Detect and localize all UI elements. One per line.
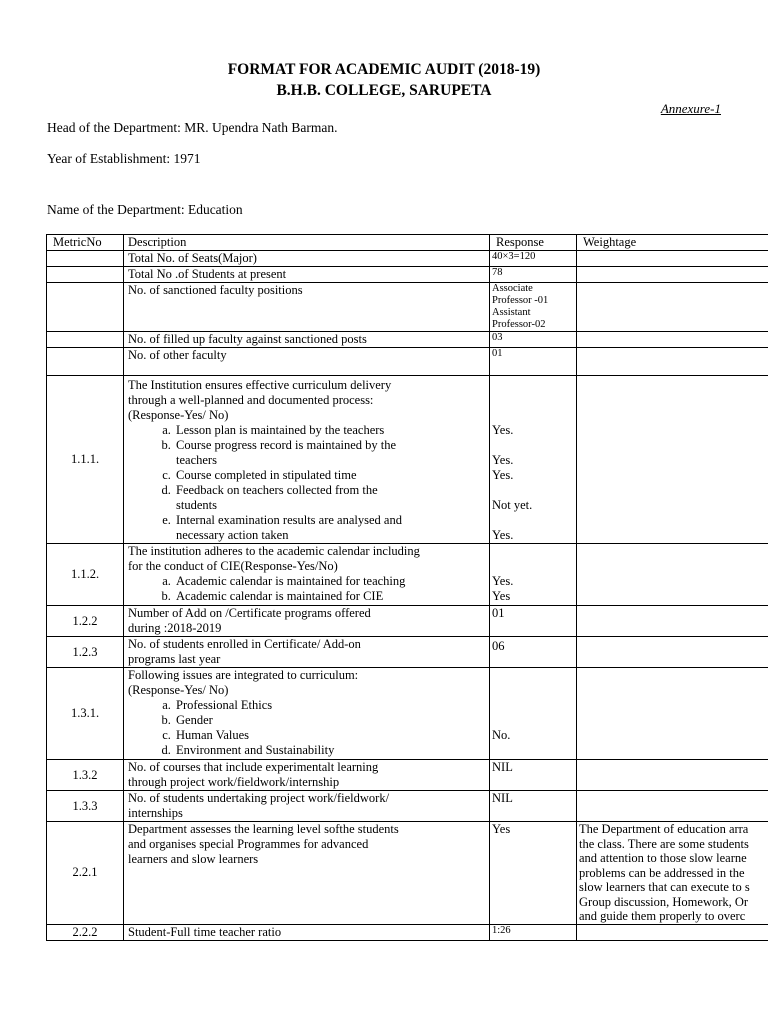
row-description: No. of students undertaking project work/fieldwork/ internships [124,791,490,822]
row-description: The Institution ensures effective curriculum delivery through a well-planned and documented process: (Response-Yes/ No) a. Lesson plan is maintained by the teachers b. Course progress record is maintained by the teachers c. Course completed in stipulated time d. Feedback on teachers collected from the students e. Internal examination results are analysed and necessary action taken [124,376,490,544]
row-response: Yes [490,822,577,925]
row-description: Student-Full time teacher ratio [124,924,490,940]
metric-no: 1.2.2 [47,606,124,637]
row-response: No. [490,668,577,760]
row-response: Yes. Yes [490,544,577,606]
metric-no: 2.2.1 [47,822,124,925]
table-row [47,544,768,606]
year-of-establishment: Year of Establishment: 1971 [47,151,201,166]
row-response: 06 [490,637,577,668]
row-response: 40×3=120 [490,251,577,267]
row-response: 03 [490,332,577,348]
row-description: No. of other faculty [124,348,490,376]
table-row [47,924,768,940]
row-response: Yes. Yes. Yes. Not yet. Yes. [490,376,577,544]
row-description: Department assesses the learning level softhe students and organises special Programmes for advanced learners and slow learners [124,822,490,925]
header-metric-no: MetricNo [47,235,124,251]
row-description: Total No .of Students at present [124,267,490,283]
row-description: The institution adheres to the academic calendar including for the conduct of CIE(Response-Yes/No) a. Academic calendar is maintained for teaching b. Academic calendar is maintained for CIE [124,544,490,606]
row-response: NIL [490,791,577,822]
table-row [47,791,768,822]
table-row [47,376,768,544]
table-row [47,606,768,637]
row-description: No. of courses that include experimentalt learning through project work/fieldwork/internship [124,760,490,791]
row-response: 01 [490,348,577,376]
table-row [47,822,768,925]
header-response: Response [490,235,577,251]
row-description: No. of sanctioned faculty positions [124,283,490,332]
metric-no: 1.2.3 [47,637,124,668]
metric-no: 1.3.1. [47,668,124,760]
head-of-department: Head of the Department: MR. Upendra Nath Barman. [47,120,338,135]
row-response: NIL [490,760,577,791]
row-description: Total No. of Seats(Major) [124,251,490,267]
table-row [47,348,768,376]
row-description: No. of filled up faculty against sanctioned posts [124,332,490,348]
row-description: Following issues are integrated to curriculum: (Response-Yes/ No) a. Professional Ethics b. Gender c. Human Values d. Environment and Sustainability [124,668,490,760]
header-weightage: Weightage [577,235,768,251]
table-row [47,332,768,348]
metric-no: 1.1.1. [47,376,124,544]
table-row [47,637,768,668]
audit-table [46,234,768,941]
metric-no: 1.3.3 [47,791,124,822]
header-description: Description [124,235,490,251]
row-description: Number of Add on /Certificate programs offered during :2018-2019 [124,606,490,637]
table-row [47,283,768,332]
row-response: Associate Professor -01 Assistant Professor-02 [490,283,577,332]
row-description: No. of students enrolled in Certificate/ Add-on programs last year [124,637,490,668]
table-row [47,668,768,760]
document-title: FORMAT FOR ACADEMIC AUDIT (2018-19) [227,61,541,78]
table-row [47,267,768,283]
table-row [47,251,768,267]
row-response: 78 [490,267,577,283]
metric-no: 2.2.2 [47,924,124,940]
row-response: 01 [490,606,577,637]
annexure-label: Annexure-1 [660,101,721,116]
table-row [47,760,768,791]
table-header-row [47,235,768,251]
department-name: Name of the Department: Education [47,202,243,217]
metric-no: 1.3.2 [47,760,124,791]
metric-no: 1.1.2. [47,544,124,606]
row-weightage: The Department of education arra the class. There are some students and attention to those slow learne problems can be addressed in the slow learners that can execute to s Group discussion, Homework, Or and guide them properly to overc [577,822,768,925]
college-name: B.H.B. COLLEGE, SARUPETA [276,82,492,99]
row-response: 1:26 [490,924,577,940]
